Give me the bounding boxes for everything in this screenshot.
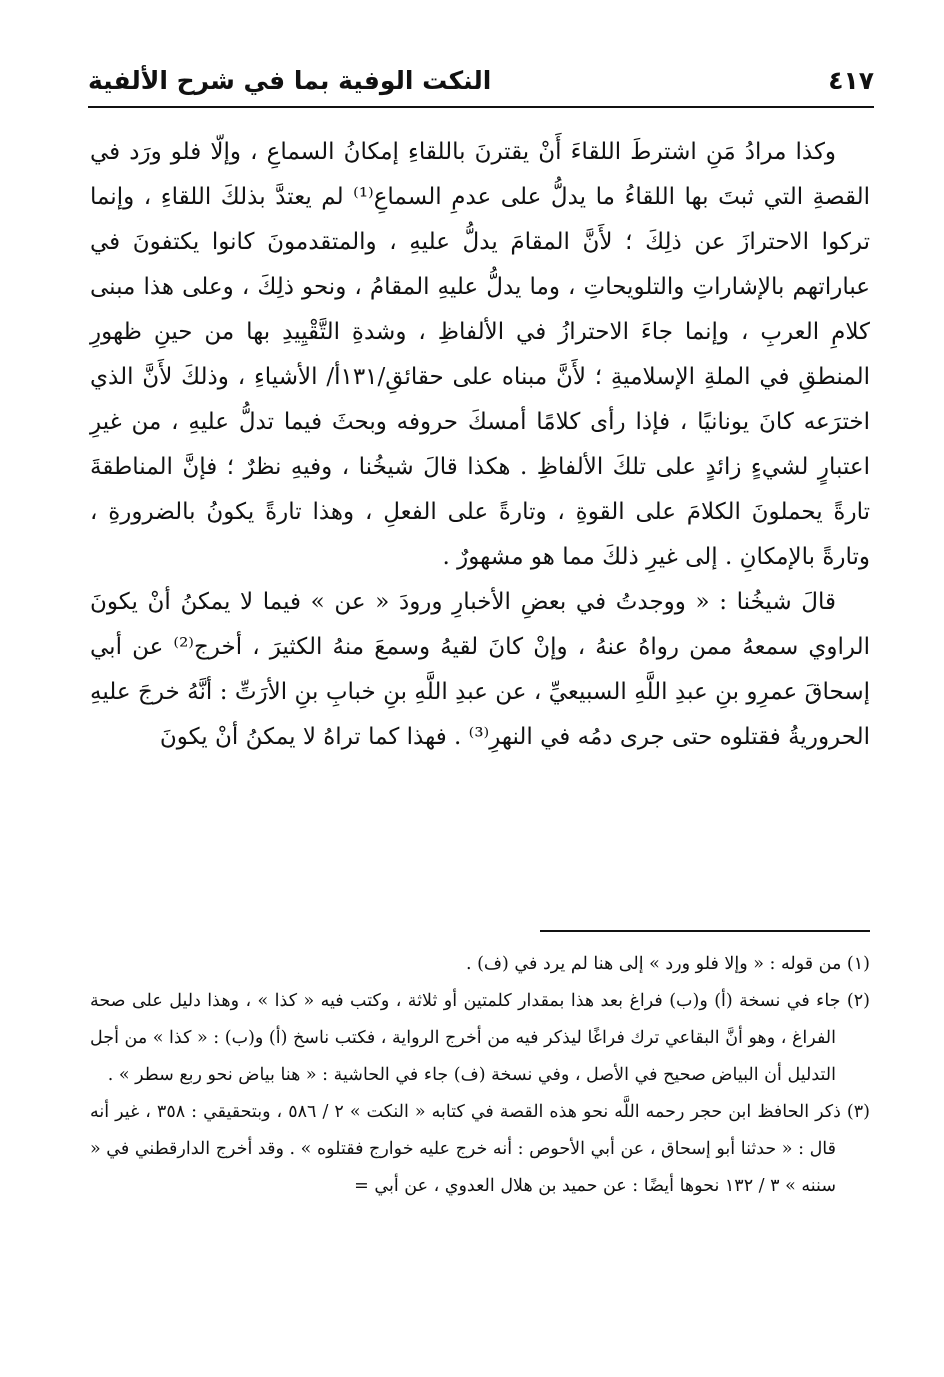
main-text [90, 130, 870, 760]
page-number: ٤١٧ [828, 65, 874, 95]
footnotes [90, 946, 870, 1205]
running-header [88, 56, 874, 104]
paragraph: قالَ شيخُنا : « ووجدتُ في بعضِ الأخبارِ ورودَ « عن » فيما لا يمكنُ أنْ يكونَ الراوي سمعهُ ممن رواهُ عنهُ ، وإنْ كانَ لقيهُ وسمعَ منهُ الكثيرَ ، أخرج⁽²⁾ عن أبي إسحاقَ عمرِو بنِ عبدِ اللَّهِ السبيعيِّ ، عن عبدِ اللَّهِ بنِ خبابِ بنِ الأرَتِّ : أنَّهُ خرجَ عليهِ الحروريةُ فقتلوه حتى جرى دمُه في النهرِ⁽³⁾ . فهذا كما تراهُ لا يمكنُ أنْ يكونَ [90, 589, 870, 750]
footnote-2: (٢) جاء في نسخة (أ) و(ب) فراغ بعد هذا بمقدار كلمتين أو ثلاثة ، وكتب فيه « كذا » ، وهذا دليل على صحة الفراغ ، وهو أنَّ البقاعي ترك فراغًا ليذكر فيه من أخرج الرواية ، فكتب ناسخ (أ) و(ب) : « كذا » من أجل التدليل أن البياض صحيح في الأصل ، وفي نسخة (ف) جاء في الحاشية : « هنا بياض نحو ربع سطر » . [90, 991, 870, 1085]
book-title: النكت الوفية بما في شرح الألفية [88, 65, 492, 95]
footnote-divider [540, 930, 870, 932]
footnote-3: (٣) ذكر الحافظ ابن حجر رحمه اللَّه نحو هذه القصة في كتابه « النكت » ٢ / ٥٨٦ ، وبتحقيقي : ٣٥٨ ، غير أنه قال : « حدثنا أبو إسحاق ، عن أبي الأحوص : أنه خرج عليه خوارج فقتلوه » . وقد أخرج الدارقطني في « سننه » ٣ / ١٣٢ نحوها أيضًا : عن حميد بن هلال العدوي ، عن أبي = [90, 1102, 870, 1196]
header-divider [88, 106, 874, 108]
paragraph: وكذا مرادُ مَنِ اشترطَ اللقاءَ أَنْ يقترنَ باللقاءِ إمكانُ السماعِ ، وإلّا فلو ورَد في القصةِ التي ثبتَ بها اللقاءُ ما يدلُّ على عدمِ السماعِ⁽¹⁾ لم يعتدَّ بذلكَ اللقاءِ ، وإنما تركوا الاحترازَ عن ذلِكَ ؛ لأَنَّ المقامَ يدلُّ عليهِ ، والمتقدمونَ كانوا يكتفونَ في عباراتهم بالإشاراتِ والتلويحاتِ ، وما يدلُّ عليهِ المقامُ ، ونحو ذلِكَ ، وعلى هذا مبنى كلامِ العربِ ، وإنما جاءَ الاحترازُ في الألفاظِ ، وشدةِ التَّقْيِيدِ بها من حينِ ظهورِ المنطقِ في الملةِ الإسلاميةِ ؛ لأَنَّ مبناه على حقائقِ/١٣١أ/ الأشياءِ ، وذلكَ لأَنَّ الذي اخترَعه كانَ يونانيًا ، فإذا رأى كلامًا أمسكَ حروفه وبحثَ فيما تدلُّ عليهِ ، من غيرِ اعتبارٍ لشيءٍ زائدٍ على تلكَ الألفاظِ . هكذا قالَ شيخُنا ، وفيهِ نظرٌ ؛ فإنَّ المناطقةَ تارةً يحملونَ الكلامَ على القوةِ ، وتارةً على الفعلِ ، وهذا تارةً يكونُ بالضرورةِ ، وتارةً بالإمكانِ . إلى غيرِ ذلكَ مما هو مشهورٌ . [90, 139, 870, 570]
footnote-1: (١) من قوله : « وإلا فلو ورد » إلى هنا لم يرد في (ف) . [465, 954, 870, 974]
